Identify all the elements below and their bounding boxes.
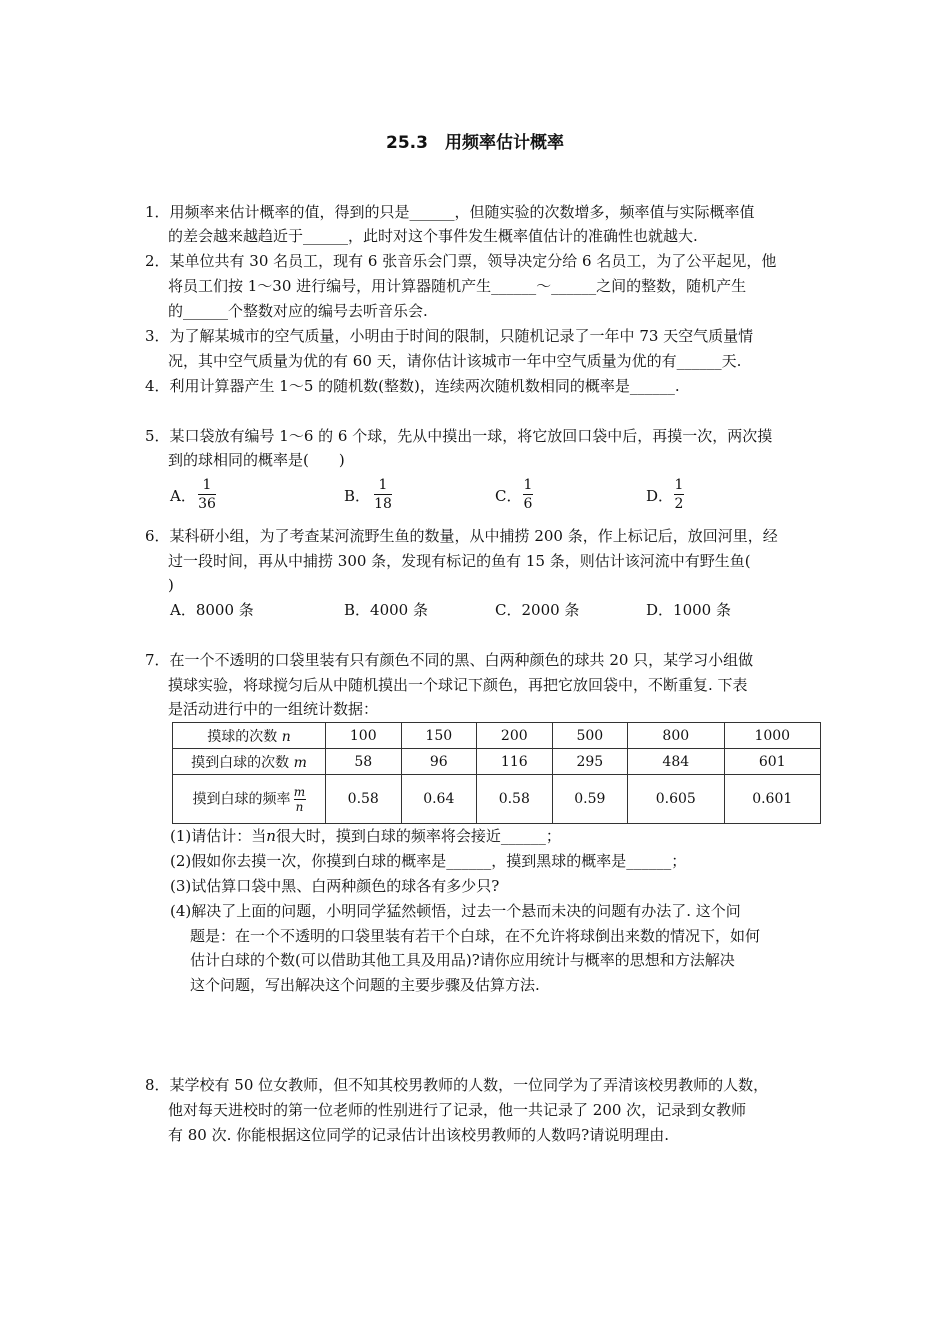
row-label-frequency: 摸到白球的频率 $\frac{m}{n}$	[173, 775, 326, 824]
q6-option-b: B．4000 条	[344, 601, 428, 619]
q5-option-d-label: D．	[646, 487, 674, 505]
table-cell: 295	[552, 749, 628, 775]
table-cell: 500	[552, 723, 628, 749]
q4-line1: 4．利用计算器产生 1～5 的随机数(整数)，连续两次随机数相同的概率是______.	[145, 377, 680, 395]
q2-line1: 2．某单位共有 30 名员工，现有 6 张音乐会门票，领导决定分给 6 名员工，为了公平起见，他	[145, 252, 777, 270]
q7-line2: 摸球实验，将球搅匀后从中随机摸出一个球记下颜色，再把它放回袋中，不断重复. 下表	[168, 676, 748, 694]
q5-option-d-fraction: 1 2	[674, 477, 684, 512]
q7-sub4-line3: 估计白球的个数(可以借助其他工具及用品)?请你应用统计与概率的思想和方法解决	[190, 951, 735, 969]
table-cell: 0.601	[724, 775, 820, 824]
table-cell: 0.58	[477, 775, 553, 824]
q7-line3: 是活动进行中的一组统计数据：	[168, 700, 379, 718]
table-cell: 0.64	[401, 775, 477, 824]
q1-line1: 1．用频率来估计概率的值，得到的只是______，但随实验的次数增多，频率值与实际概率值	[145, 203, 755, 221]
table-cell: 0.58	[326, 775, 402, 824]
table-cell: 601	[724, 749, 820, 775]
q5-line2: 到的球相同的概率是( )	[168, 451, 345, 469]
q6-line2: 过一段时间，再从中捕捞 300 条，发现有标记的鱼有 15 条，则估计该河流中有野生鱼(	[168, 552, 751, 570]
q5-option-b-label: B．	[344, 487, 371, 505]
table-cell: 100	[326, 723, 402, 749]
table-cell: 0.59	[552, 775, 628, 824]
q2-line2: 将员工们按 1～30 进行编号，用计算器随机产生______～______之间的整数，随机产生	[168, 277, 747, 295]
q5-line1: 5．某口袋放有编号 1～6 的 6 个球，先从中摸出一球，将它放回口袋中后，再摸一次，两次摸	[145, 427, 773, 445]
table-cell: 150	[401, 723, 477, 749]
q5-option-c-fraction: 1 6	[523, 477, 533, 512]
q7-sub4-line1: (4)解决了上面的问题，小明同学猛然顿悟，过去一个悬而未决的问题有办法了. 这个问	[170, 902, 741, 920]
statistics-table	[172, 722, 821, 824]
table-cell: 96	[401, 749, 477, 775]
q5-option-a-fraction: 1 36	[198, 477, 216, 512]
table-cell: 484	[628, 749, 724, 775]
table-row-n	[173, 723, 821, 749]
q6-line3: )	[168, 576, 174, 594]
q7-sub2: (2)假如你去摸一次，你摸到白球的概率是______，摸到黑球的概率是______；	[170, 852, 687, 870]
q5-option-c-label: C．	[495, 487, 522, 505]
q8-line3: 有 80 次. 你能根据这位同学的记录估计出该校男教师的人数吗?请说明理由.	[168, 1126, 669, 1144]
q5-option-a-label: A．	[170, 487, 196, 505]
table-cell: 200	[477, 723, 553, 749]
table-cell: 1000	[724, 723, 820, 749]
q7-sub4-line2: 题是：在一个不透明的口袋里装有若干个白球，在不允许将球倒出来数的情况下，如何	[190, 927, 761, 945]
q6-option-d: D．1000 条	[646, 601, 731, 619]
q3-line1: 3．为了解某城市的空气质量，小明由于时间的限制，只随机记录了一年中 73 天空气质量情	[145, 327, 754, 345]
table-row-frequency	[173, 775, 821, 824]
q7-line1: 7．在一个不透明的口袋里装有只有颜色不同的黑、白两种颜色的球共 20 只，某学习小组做	[145, 651, 754, 669]
table-cell: 58	[326, 749, 402, 775]
q6-option-c: C．2000 条	[495, 601, 580, 619]
q7-sub3: (3)试估算口袋中黑、白两种颜色的球各有多少只?	[170, 877, 500, 895]
row-label-n: 摸球的次数 n	[173, 723, 326, 749]
table-cell: 0.605	[628, 775, 724, 824]
q3-line2: 况，其中空气质量为优的有 60 天，请你估计该城市一年中空气质量为优的有______天.	[168, 352, 742, 370]
q7-sub1: (1)请估计：当n很大时，摸到白球的频率将会接近______；	[170, 827, 561, 845]
table-row-m	[173, 749, 821, 775]
q6-line1: 6．某科研小组，为了考查某河流野生鱼的数量，从中捕捞 200 条，作上标记后，放回河里，经	[145, 527, 778, 545]
q2-line3: 的______个整数对应的编号去听音乐会.	[168, 302, 428, 320]
q8-line1: 8．某学校有 50 位女教师，但不知其校男教师的人数，一位同学为了弄清该校男教师的人数，	[145, 1076, 769, 1094]
page-title: 25.3 用频率估计概率	[386, 133, 564, 153]
table-cell: 800	[628, 723, 724, 749]
row-label-m: 摸到白球的次数 m	[173, 749, 326, 775]
q5-option-b-fraction: 1 18	[374, 477, 392, 512]
q1-line2: 的差会越来越趋近于______，此时对这个事件发生概率值估计的准确性也就越大.	[168, 227, 698, 245]
q6-option-a: A．8000 条	[170, 601, 254, 619]
q7-sub4-line4: 这个问题，写出解决这个问题的主要步骤及估算方法.	[190, 976, 540, 994]
q8-line2: 他对每天进校时的第一位老师的性别进行了记录，他一共记录了 200 次，记录到女教师	[168, 1101, 747, 1119]
table-cell: 116	[477, 749, 553, 775]
